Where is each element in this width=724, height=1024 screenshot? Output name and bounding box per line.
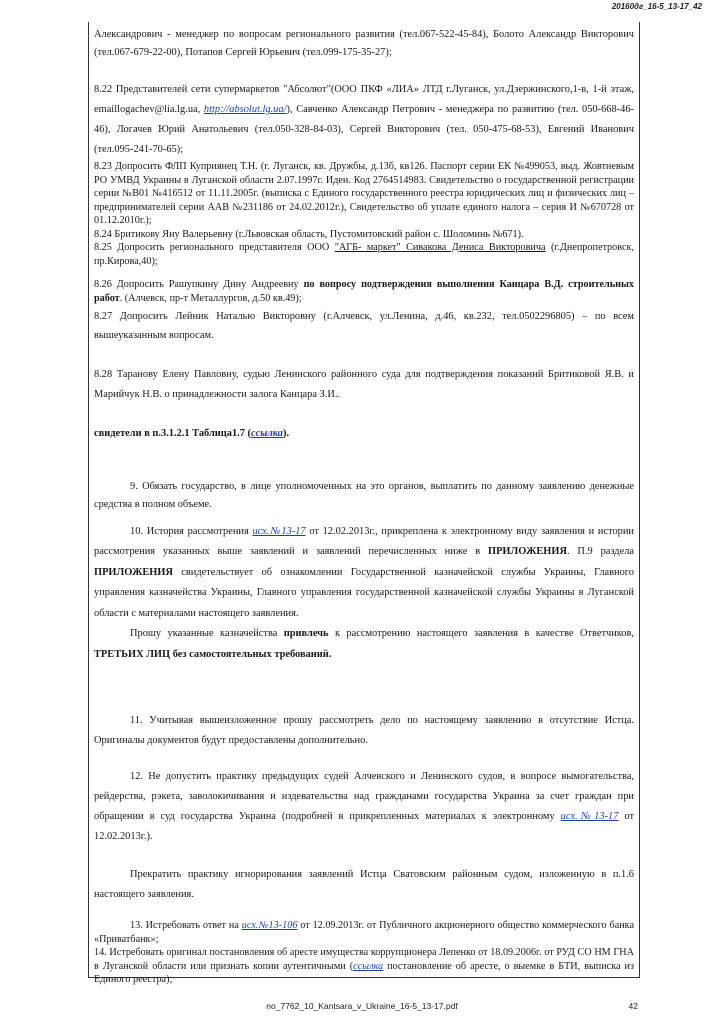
text-request-c: к рассмотрению настоящего заявления в качестве Ответчиков, bbox=[328, 628, 634, 639]
footer-filename: no_7762_10_Kantsara_v_Ukraine_16-5_13-17.pdf bbox=[266, 1001, 458, 1011]
text-request-a: Прошу указанные казначейства bbox=[130, 628, 284, 639]
paragraph-11: 11. Учитывая вышеизложенное прошу рассмотреть дело по настоящему заявлению в отсутствие Истца. Оригиналы документов будут предоставлены дополнительно. bbox=[94, 715, 634, 746]
footer-page-number: 42 bbox=[628, 1001, 638, 1011]
text-14-b: постановление об аресте, о выемке в БТИ, выписка из Единого реестра); bbox=[94, 960, 634, 985]
text-10-appendix: ПРИЛОЖЕНИЯ bbox=[488, 546, 567, 557]
paragraph-8-26 bbox=[94, 278, 634, 305]
link-witnesses-ref[interactable]: ссылка bbox=[251, 428, 283, 439]
link-absolut-website[interactable]: http://absolut.lg.ua/ bbox=[203, 104, 287, 115]
text-13-a: 13. Истребовать ответ на bbox=[130, 920, 242, 931]
text-8-26-bold: по вопросу подтверждения выполнения Канцара В.Д. строительных работ bbox=[94, 279, 635, 304]
paragraph-14 bbox=[94, 946, 634, 987]
text-13-b: от 12.09.2013г. от Публичного акционерного общество коммерческого банка «Приватбанк»; bbox=[94, 920, 634, 945]
text-8-25-a: 8.25 Допросить регионального представителя ООО bbox=[94, 242, 335, 253]
text-8-25-underlined: "АГБ- маркет" Сивакова Дениса Викторовича bbox=[334, 242, 546, 253]
text-witnesses-a: свидетели в п.3.1.2.1 Таблица1.7 ( bbox=[94, 428, 252, 439]
paragraph-contacts-continued: Александрович - менеджер по вопросам регионального развития (тел.067-522-45-84), Болото Александр Викторович (тел.067-679-22-00), Потапов Сергей Юрьевич (тел.099-175-35-27); bbox=[94, 29, 634, 58]
text-10-appendix-2: ПРИЛОЖЕНИЯ bbox=[94, 566, 173, 578]
text-10-f: свидетельствует об ознакомлении Государственной казначейской службы Украины, Главного управления казначейства Украины, Главного управления государственной казначейской службы Украины в Луганской области с материалами настоящего заявления. bbox=[94, 566, 634, 619]
paragraph-10 bbox=[94, 522, 634, 625]
paragraph-8-22 bbox=[94, 80, 634, 160]
text-8-22-a: 8.22 Представителей сети супермаркетов "Абсолют"(ООО ПКФ «ЛИА» ЛТД г.Луганск, ул.Дзержинского,1-в, 1-й этаж, emaillogachev@lia.lg.ua, bbox=[94, 84, 634, 115]
text-request-bold: привлечь bbox=[283, 628, 329, 639]
link-ref-13-17[interactable]: исх.№13-17 bbox=[252, 525, 306, 537]
text-witnesses-b: ). bbox=[283, 428, 290, 439]
text-8-22-b: ), Савченко Александр Петрович - менеджера по развитию (тел. 050-668-46-46), Логачев Юрий Анатольевич (тел.050-328-84-03), Сергей Викторович (тел. 050-475-68-53), Евгений Иванович (тел.095-241-70-65); bbox=[94, 104, 634, 155]
text-10-a: 10. История рассмотрения bbox=[130, 525, 253, 537]
text-8-26-c: . (Алчевск, пр-т Металлургов, д.50 кв.49); bbox=[119, 292, 302, 304]
text-8-26-a: 8.26 Допросить Рашупкину Дину Андреевну bbox=[94, 279, 304, 290]
dense-block-bottom bbox=[94, 919, 634, 987]
document-body bbox=[94, 26, 634, 987]
link-arrest-ref[interactable]: ссылка bbox=[353, 960, 384, 972]
paragraph-8-25 bbox=[94, 241, 634, 268]
text-12-b: от 12.02.2013г.). bbox=[94, 811, 634, 842]
text-12-a: 12. Не допустить практику предыдущих судей Алчевского и Ленинского судов, в вопросе вымогательства, рейдерства, рэкета, заволокичивания и издевательства над гражданами государства Украина за счет граждан при обращении в суд государства Украина (подробней в прикрепленных материалах к электронному bbox=[94, 771, 634, 822]
text-10-b: от 12.02.2013г., прикреплена к электронному виду заявления и истории рассмотрения указанных выше заявлений и заявлений перечисленных ниже в bbox=[94, 525, 634, 557]
paragraph-witnesses bbox=[94, 425, 634, 444]
link-ref-13-17-b[interactable]: исх.№13-17 bbox=[560, 811, 619, 822]
text-14-a: 14. Истребовать оригинал постановления об аресте имущества коррупционера Лепенко от 18.09.2006г. от РУД СО НМ ГНА в Луганской области или признать копии аутентичными ( bbox=[94, 947, 634, 972]
paragraph-8-27: 8.27 Допросить Лейник Наталью Викторовну (г.Алчевск, ул.Ленина, д.46, кв.232, тел.0502296805) – по всем вышеуказанным вопросам. bbox=[94, 311, 634, 341]
paragraph-8-23: 8.23 Допросить ФЛП Куприянец Т.Н. (г. Луганск, кв. Дружбы, д.13б, кв126. Паспорт серии ЕК №499053, выд. Жовтневым РО УМВД Украины в Луганской области 2.07.1997г. Иден. Код 2764514983. Свидетельство о государственной регистрации серии №В01 №416512 от 11.11.2005г. (выписка с Единого государственного реестра юридических лиц и физических лиц – предпринимателей серии ААВ №231186 от 24.02.2012г.), Свидетельство об уплате единого налога – серия И №670728 от 01.12.2010г.); bbox=[94, 161, 634, 226]
paragraph-13 bbox=[94, 919, 634, 946]
paragraph-8-24: 8.24 Бритикову Яну Валерьевну (г.Львовская область, Пустомитовский район с. Шоломинь №671). bbox=[94, 228, 524, 240]
text-8-25-c: (г.Днепропетровск, пр.Кирова,40); bbox=[94, 242, 634, 267]
link-ref-13-106[interactable]: исх.№13-106 bbox=[241, 920, 298, 931]
paragraph-8-28: 8.28 Таранову Елену Павловну, судью Ленинского районного суда для подтверждения показаний Бритиковой Я.В. и Марийчук Н.В. о принадлежности залога Канцара З.И.. bbox=[94, 369, 634, 400]
paragraph-12 bbox=[94, 767, 634, 847]
dense-block bbox=[94, 160, 634, 305]
paragraph-9: 9. Обязать государство, в лице уполномоченных на это органов, выплатить по данному заявлению денежные средства в полном объеме. bbox=[94, 480, 634, 510]
text-request-third-parties: ТРЕТЬИХ ЛИЦ без самостоятельных требований. bbox=[94, 648, 332, 660]
page-header-stamp: 20160дг_16-5_13-17_42 bbox=[611, 2, 702, 11]
paragraph-10-request bbox=[94, 624, 634, 665]
paragraph-12-svatovo: Прекратить практику игнорирования заявлений Истца Сватовским районным судом, изложенную в п.1.6 настоящего заявления. bbox=[94, 869, 634, 900]
text-10-d: . П.9 раздела bbox=[566, 546, 634, 557]
